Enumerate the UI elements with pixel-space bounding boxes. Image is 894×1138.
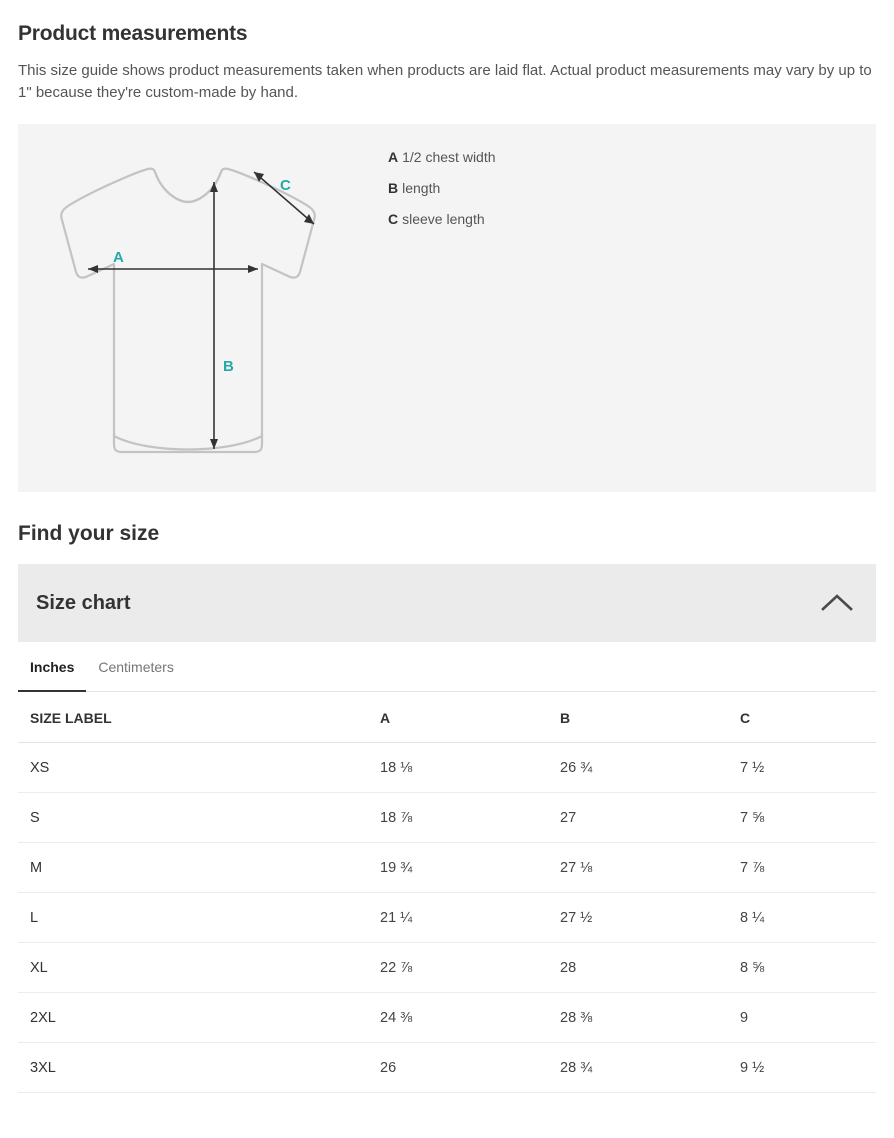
cell-size-label: S [18, 793, 368, 843]
table-row [18, 893, 876, 943]
tab-inches[interactable]: Inches [18, 642, 86, 692]
cell-b: 27 ⅛ [548, 843, 728, 893]
legend-text-b: length [402, 180, 441, 196]
cell-size-label: XS [18, 743, 368, 793]
cell-b: 28 [548, 943, 728, 993]
svg-text:A: A [113, 249, 124, 266]
legend-text-c: sleeve length [402, 211, 485, 227]
cell-a: 24 ⅜ [368, 993, 548, 1043]
cell-b: 28 ⅜ [548, 993, 728, 1043]
cell-a: 19 ¾ [368, 843, 548, 893]
cell-c: 7 ½ [728, 743, 876, 793]
legend-item-a [388, 148, 496, 166]
cell-c: 9 [728, 993, 876, 1043]
tshirt-diagram [18, 124, 388, 492]
diagram-legend [388, 124, 496, 241]
size-guide-page [0, 22, 894, 1138]
cell-size-label: M [18, 843, 368, 893]
cell-a: 22 ⅞ [368, 943, 548, 993]
cell-size-label: XL [18, 943, 368, 993]
cell-a: 18 ⅛ [368, 743, 548, 793]
cell-size-label: 3XL [18, 1043, 368, 1093]
table-row [18, 993, 876, 1043]
legend-key-c: C [388, 211, 399, 227]
header-size-label: SIZE LABEL [18, 692, 368, 743]
unit-tabs [18, 642, 876, 692]
tab-centimeters[interactable]: Centimeters [98, 659, 174, 675]
size-chart-table [18, 692, 876, 1093]
table-row [18, 743, 876, 793]
chevron-up-icon[interactable] [820, 592, 854, 614]
svg-text:C: C [280, 177, 291, 194]
cell-c: 9 ½ [728, 1043, 876, 1093]
cell-c: 8 ⅝ [728, 943, 876, 993]
legend-key-a: A [388, 149, 399, 165]
table-header-row [18, 692, 876, 743]
cell-b: 27 ½ [548, 893, 728, 943]
cell-c: 7 ⅝ [728, 793, 876, 843]
cell-size-label: L [18, 893, 368, 943]
header-a: A [368, 692, 548, 743]
table-row [18, 1043, 876, 1093]
cell-a: 21 ¼ [368, 893, 548, 943]
legend-text-a: 1/2 chest width [402, 149, 496, 165]
cell-c: 7 ⅞ [728, 843, 876, 893]
header-c: C [728, 692, 876, 743]
table-row [18, 843, 876, 893]
header-b: B [548, 692, 728, 743]
legend-item-b [388, 179, 496, 197]
table-row [18, 943, 876, 993]
page-title: Product measurements [18, 22, 248, 45]
cell-b: 26 ¾ [548, 743, 728, 793]
cell-a: 26 [368, 1043, 548, 1093]
size-chart-panel [18, 564, 876, 1093]
size-chart-title: Size chart [36, 591, 131, 614]
size-chart-toggle[interactable] [18, 564, 876, 642]
table-row [18, 793, 876, 843]
cell-size-label: 2XL [18, 993, 368, 1043]
legend-key-b: B [388, 180, 399, 196]
legend-item-c [388, 210, 496, 228]
measurement-diagram-card [18, 124, 876, 492]
find-your-size-title: Find your size [18, 522, 160, 545]
svg-text:B: B [223, 358, 234, 375]
tshirt-illustration-icon [18, 124, 388, 492]
cell-c: 8 ¼ [728, 893, 876, 943]
cell-a: 18 ⅞ [368, 793, 548, 843]
cell-b: 27 [548, 793, 728, 843]
measurements-description: This size guide shows product measurements taken when products are laid flat. Actual product measurements may vary by up to 1" because they're custom-made by hand. [18, 62, 872, 101]
cell-b: 28 ¾ [548, 1043, 728, 1093]
